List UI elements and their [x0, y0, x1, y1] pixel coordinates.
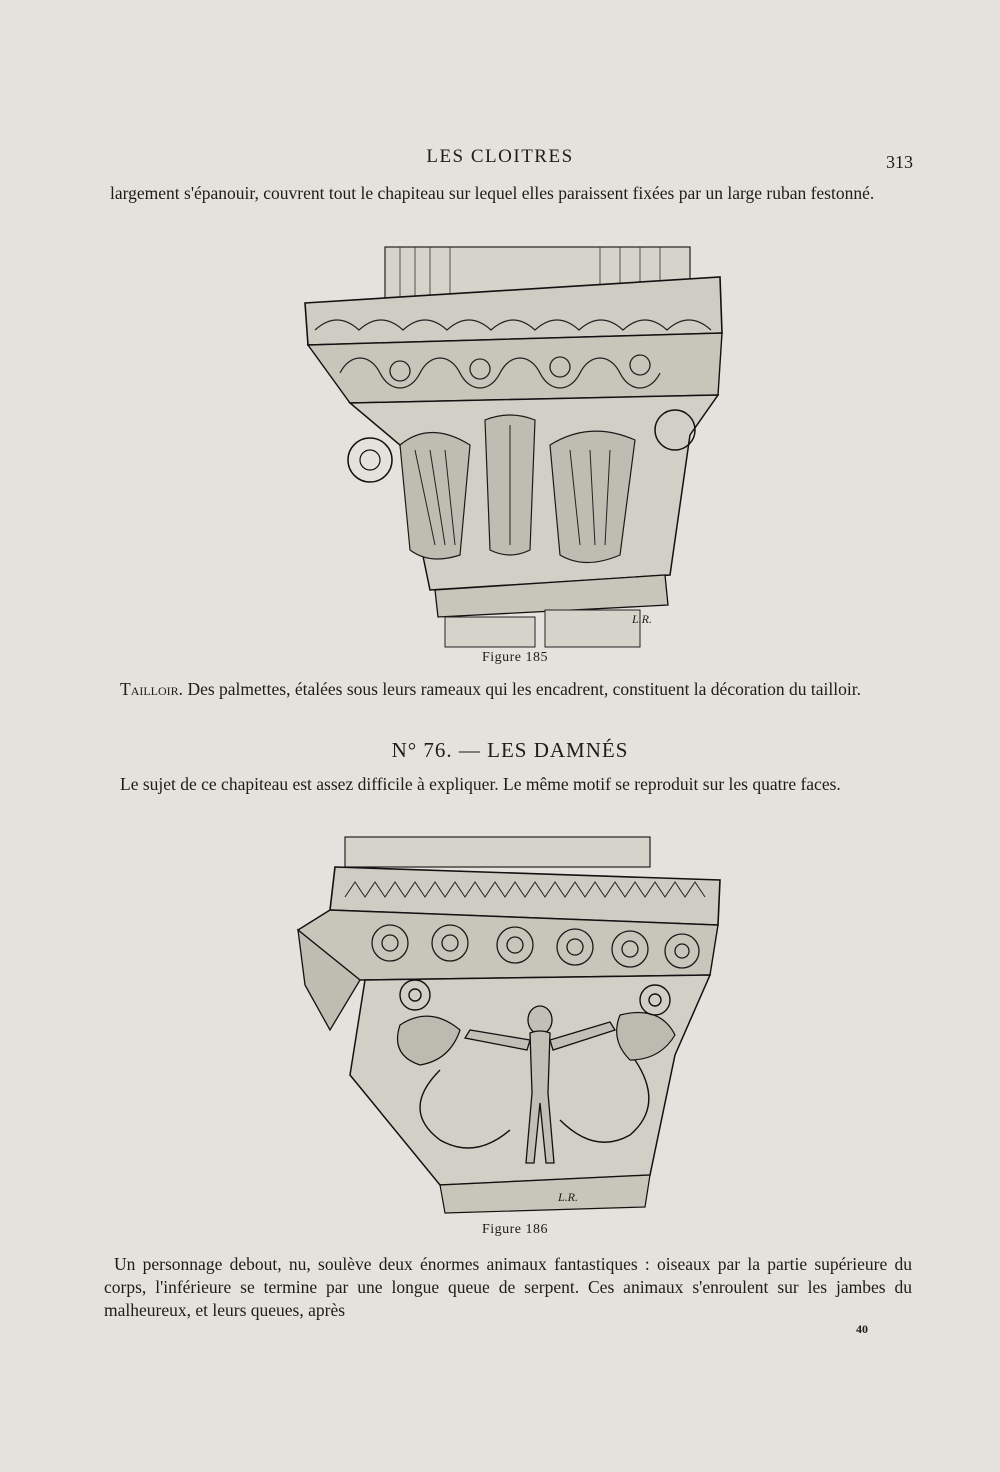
figure-186-signature: L.R. — [558, 1190, 579, 1204]
figure-185-caption: Figure 185 — [481, 650, 549, 665]
figure-186-caption: Figure 186 — [481, 1222, 549, 1237]
tailloir-lead: Tailloir. — [120, 679, 184, 699]
closing-paragraph: Un personnage debout, nu, soulève deux énormes animaux fantastiques : oiseaux par la partie supérieure du corps, l'inférieure se termine par une longue queue de serpent. Ces animaux s'enroulent sur les jambes du malheureux, et leurs queues, après — [104, 1254, 912, 1320]
opening-paragraph: largement s'épanouir, couvrent tout le chapiteau sur lequel elles paraissent fixées par un large ruban festonné. — [110, 183, 875, 203]
figure-185-signature: L.R. — [632, 612, 653, 626]
figure-185-illustration — [290, 245, 730, 650]
tailloir-paragraph — [110, 678, 915, 701]
signature-mark: 40 — [856, 1322, 868, 1336]
tailloir-text: Des palmettes, étalées sous leurs rameaux qui les encadrent, constituent la décoration du tailloir. — [183, 679, 861, 699]
section-title: N° 76. — LES DAMNÉS — [391, 738, 629, 762]
running-head: LES CLOITRES — [426, 146, 574, 167]
section-intro-paragraph: Le sujet de ce chapiteau est assez difficile à expliquer. Le même motif se reproduit sur les quatre faces. — [120, 774, 841, 794]
figure-186-illustration — [290, 835, 730, 1215]
page-number: 313 — [886, 152, 913, 172]
